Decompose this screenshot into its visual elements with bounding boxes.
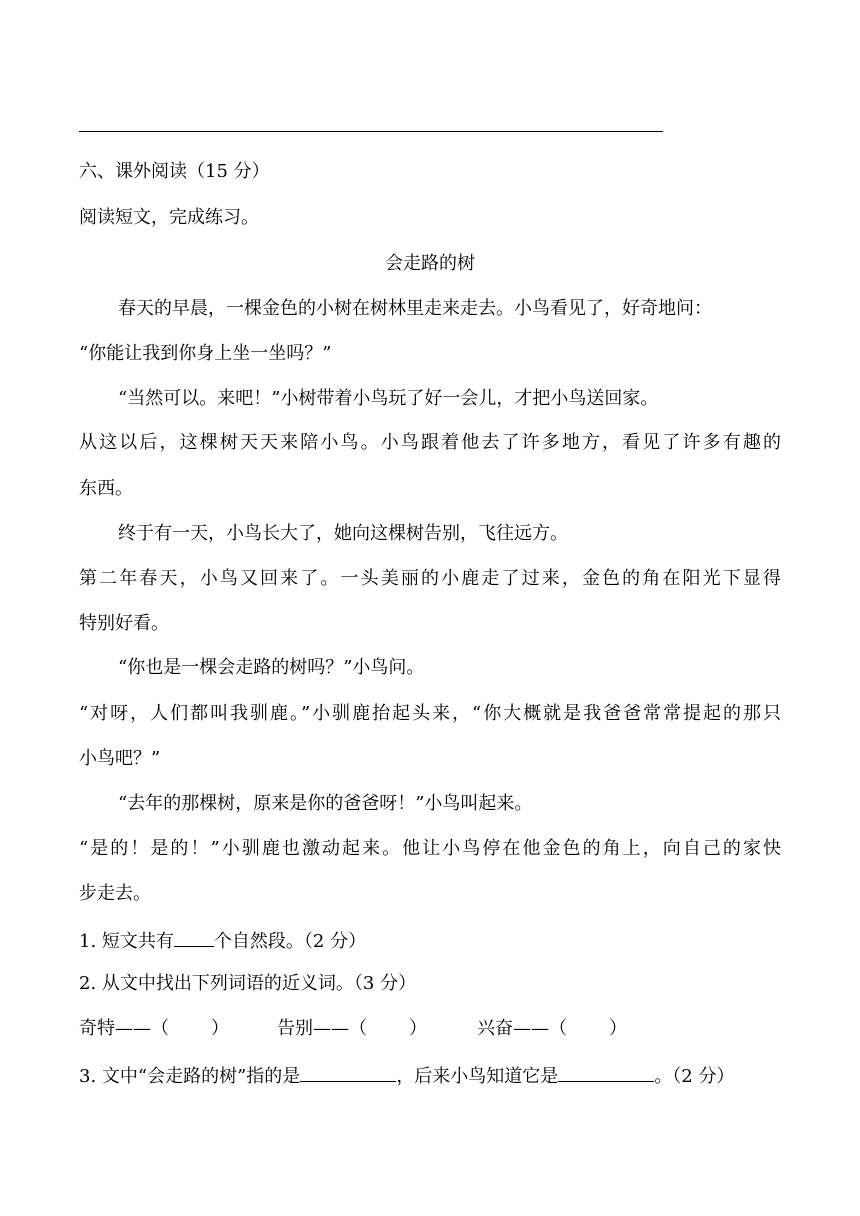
story-line: “去年的那棵树，原来是你的爸爸呀！”小鸟叫起来。 <box>118 793 533 814</box>
answer-line <box>79 131 663 132</box>
question-1 <box>79 927 366 954</box>
question-3-points: 。（2 分） <box>654 1066 735 1087</box>
story-line: 从这以后，这棵树天天来陪小鸟。小鸟跟着他去了许多地方，看见了许多有趣的 <box>79 432 781 453</box>
question-3-middle: ，后来小鸟知道它是 <box>396 1066 559 1087</box>
story-line: 步走去。 <box>79 883 151 904</box>
synonym-item[interactable] <box>477 1017 627 1041</box>
question-2: 2. 从文中找出下列词语的近义词。（3 分） <box>79 973 417 994</box>
question-3 <box>79 1062 735 1089</box>
synonym-item[interactable] <box>277 1017 427 1041</box>
story-line: 特别好看。 <box>79 613 169 634</box>
synonym-close: ） <box>211 1018 229 1039</box>
story-line: “你也是一棵会走路的树吗？”小鸟问。 <box>118 657 425 678</box>
story-line: “对呀，人们都叫我驯鹿。”小驯鹿抬起头来，“你大概就是我爸爸常常提起的那只 <box>79 703 781 724</box>
story-line: “是的！是的！”小驯鹿也激动起来。他让小鸟停在他金色的角上，向自己的家快 <box>79 838 781 859</box>
synonym-item[interactable] <box>79 1017 229 1041</box>
synonym-word: 告别——（ <box>277 1018 367 1039</box>
story-line: 东西。 <box>79 478 133 499</box>
synonym-close: ） <box>409 1018 427 1039</box>
question-1-points: 个自然段。（2 分） <box>213 931 367 952</box>
story-line: 春天的早晨，一棵金色的小树在树林里走来走去。小鸟看见了，好奇地问： <box>118 298 712 319</box>
question-3-text: 3. 文中“会走路的树”指的是 <box>79 1066 301 1087</box>
story-line: “你能让我到你身上坐一坐吗？” <box>79 343 332 364</box>
synonym-close: ） <box>609 1018 627 1039</box>
section-instruction: 阅读短文，完成练习。 <box>79 207 259 228</box>
story-title: 会走路的树 <box>385 253 475 274</box>
story-line: 终于有一天，小鸟长大了，她向这棵树告别，飞往远方。 <box>118 523 568 544</box>
synonym-word: 兴奋——（ <box>477 1018 567 1039</box>
answer-blank[interactable] <box>558 1062 654 1082</box>
section-heading: 六、课外阅读（15 分） <box>79 161 270 182</box>
question-1-text: 1. 短文共有 <box>79 931 174 952</box>
answer-blank[interactable] <box>300 1062 396 1082</box>
story-line: 小鸟吧？” <box>79 748 161 769</box>
answer-blank[interactable] <box>174 927 214 947</box>
synonym-word: 奇特——（ <box>79 1018 169 1039</box>
story-line: 第二年春天，小鸟又回来了。一头美丽的小鹿走了过来，金色的角在阳光下显得 <box>79 568 781 589</box>
story-line: “当然可以。来吧！”小树带着小鸟玩了好一会儿，才把小鸟送回家。 <box>118 388 659 409</box>
